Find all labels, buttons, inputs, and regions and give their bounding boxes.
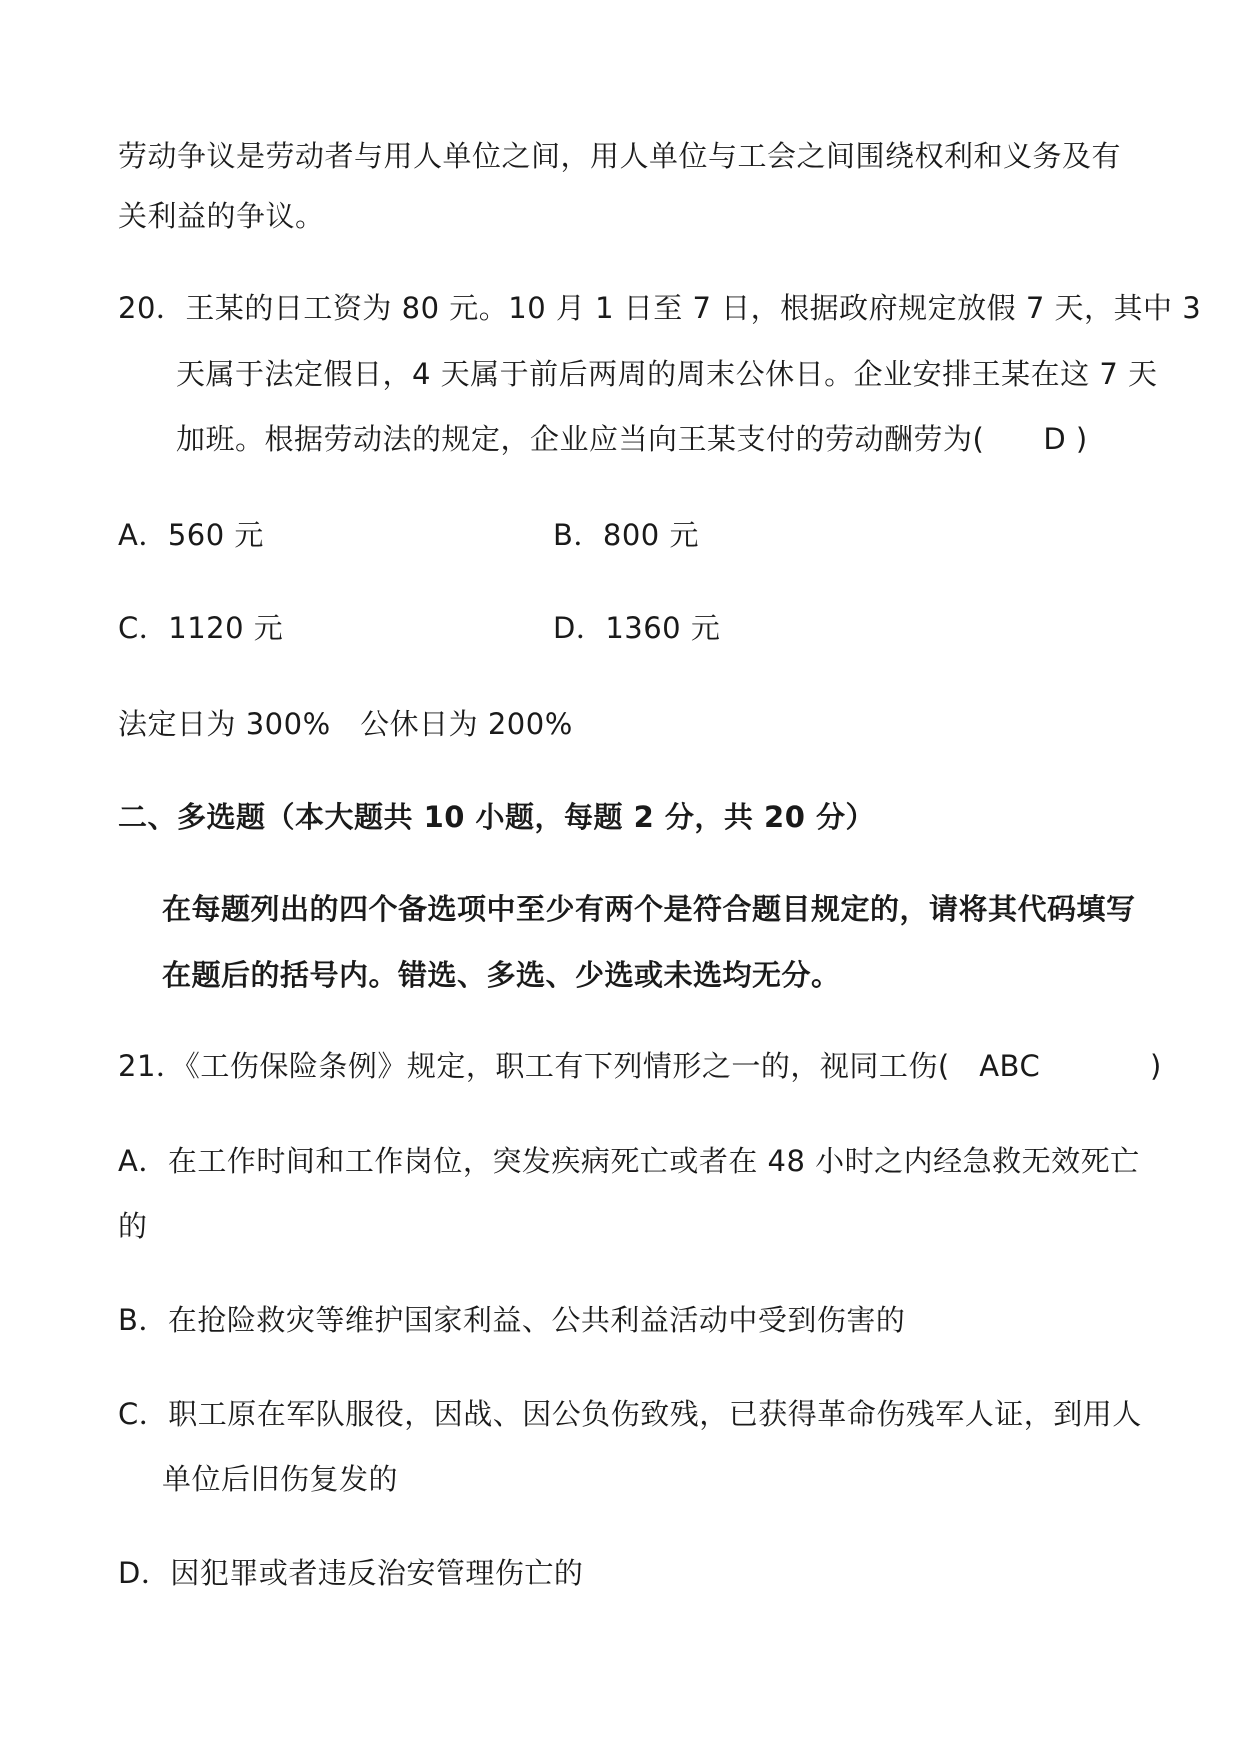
q21-option-c-line-2: 单位后旧伤复发的 — [162, 1462, 399, 1496]
q21-stem: 21．《工伤保险条例》规定，职工有下列情形之一的，视同工伤( ABC — [118, 1049, 1041, 1083]
q20-option-b: B．800 元 — [553, 518, 699, 552]
q20-note: 法定日为 300% 公休日为 200% — [118, 707, 573, 741]
q20-stem-line-3: 加班。根据劳动法的规定，企业应当向王某支付的劳动酬劳为( D ) — [176, 422, 1088, 456]
q20-option-d: D．1360 元 — [553, 611, 721, 645]
section-2-instruction-line-1: 在每题列出的四个备选项中至少有两个是符合题目规定的，请将其代码填写 — [162, 892, 1136, 926]
q21-option-b: B．在抢险救灾等维护国家利益、公共利益活动中受到伤害的 — [118, 1303, 906, 1337]
q21-close-paren: ) — [1150, 1049, 1162, 1083]
q21-option-a-line-1: A．在工作时间和工作岗位，突发疾病死亡或者在 48 小时之内经急救无效死亡 — [118, 1144, 1140, 1178]
intro-line-1: 劳动争议是劳动者与用人单位之间，用人单位与工会之间围绕权利和义务及有 — [118, 139, 1122, 173]
q20-stem-line-1: 20．王某的日工资为 80 元。10 月 1 日至 7 日，根据政府规定放假 7 天，其中 3 — [118, 291, 1202, 325]
q21-option-a-line-2: 的 — [118, 1209, 148, 1243]
q20-option-c: C．1120 元 — [118, 611, 284, 645]
q21-option-c-line-1: C．职工原在军队服役，因战、因公负伤致残，已获得革命伤残军人证，到用人 — [118, 1397, 1142, 1431]
intro-line-2: 关利益的争议。 — [118, 199, 325, 233]
section-2-heading: 二、多选题（本大题共 10 小题，每题 2 分，共 20 分） — [118, 800, 875, 834]
q20-option-a: A．560 元 — [118, 518, 264, 552]
q20-stem-line-2: 天属于法定假日，4 天属于前后两周的周末公休日。企业安排王某在这 7 天 — [176, 357, 1158, 391]
section-2-instruction-line-2: 在题后的括号内。错选、多选、少选或未选均无分。 — [162, 958, 841, 992]
q21-option-d: D．因犯罪或者违反治安管理伤亡的 — [118, 1556, 584, 1590]
